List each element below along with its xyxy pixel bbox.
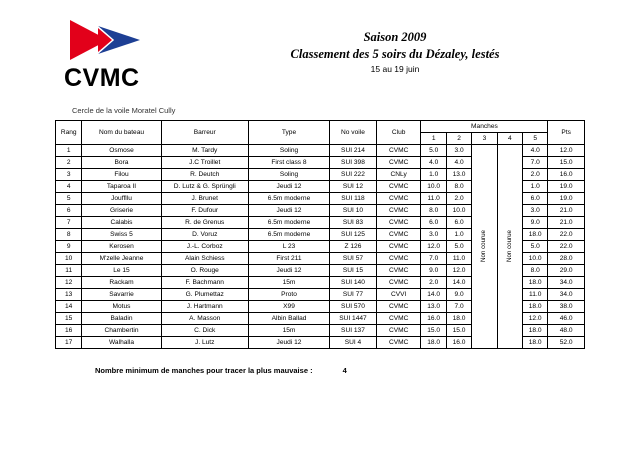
cell-voile: SUI 137	[330, 325, 377, 337]
cell-club: CNLy	[376, 169, 421, 181]
cell-rang: 9	[56, 241, 82, 253]
cell-nom: Walhalla	[82, 337, 161, 349]
cell-nom: Rackam	[82, 277, 161, 289]
cell-type: Soling	[248, 169, 329, 181]
cell-manche-2: 1.0	[446, 229, 471, 241]
cell-manche-5: 7.0	[522, 157, 547, 169]
cell-pts: 22.0	[548, 229, 585, 241]
cell-barreur: J.-L. Corboz	[161, 241, 248, 253]
cell-voile: SUI 214	[330, 145, 377, 157]
cell-manche-5: 2.0	[522, 169, 547, 181]
table-row	[56, 145, 585, 157]
footnote	[95, 366, 347, 375]
cell-nom: Calabis	[82, 217, 161, 229]
cell-voile: SUI 140	[330, 277, 377, 289]
cell-barreur: F. Bachmann	[161, 277, 248, 289]
cell-manche-2: 7.0	[446, 301, 471, 313]
cell-voile: SUI 125	[330, 229, 377, 241]
cell-club: CVMC	[376, 205, 421, 217]
cell-manche-5: 10.0	[522, 253, 547, 265]
cell-type: Jeudi 12	[248, 205, 329, 217]
cell-pts: 46.0	[548, 313, 585, 325]
col-header-manche-4: 4	[497, 133, 522, 145]
cell-manche-5: 4.0	[522, 145, 547, 157]
cell-pts: 21.0	[548, 205, 585, 217]
cell-nom: Savarrie	[82, 289, 161, 301]
cell-manche-2: 16.0	[446, 337, 471, 349]
cell-manche-2: 13.0	[446, 169, 471, 181]
cell-barreur: O. Rouge	[161, 265, 248, 277]
cell-manche-4-non-courue: Non courue	[497, 145, 522, 349]
col-header-manche-5: 5	[522, 133, 547, 145]
cell-rang: 8	[56, 229, 82, 241]
col-header-manche-1: 1	[421, 133, 446, 145]
results-table	[55, 120, 585, 349]
col-header-rang: Rang	[56, 121, 82, 145]
cell-manche-5: 12.0	[522, 313, 547, 325]
cell-barreur: R. Deutch	[161, 169, 248, 181]
cell-pts: 19.0	[548, 181, 585, 193]
col-header-barreur: Barreur	[161, 121, 248, 145]
col-header-manche-3: 3	[472, 133, 497, 145]
cell-type: 6.5m moderne	[248, 193, 329, 205]
cell-pts: 12.0	[548, 145, 585, 157]
cell-manche-2: 6.0	[446, 217, 471, 229]
cell-voile: Z 126	[330, 241, 377, 253]
cell-pts: 16.0	[548, 169, 585, 181]
cell-type: 15m	[248, 277, 329, 289]
cell-barreur: M. Tardy	[161, 145, 248, 157]
cell-type: Jeudi 12	[248, 265, 329, 277]
cell-manche-1: 15.0	[421, 325, 446, 337]
cell-club: CVVI	[376, 289, 421, 301]
cell-club: CVMC	[376, 193, 421, 205]
cell-rang: 4	[56, 181, 82, 193]
title-dates: 15 au 19 juin	[370, 64, 420, 74]
cell-manche-1: 13.0	[421, 301, 446, 313]
cell-manche-1: 9.0	[421, 265, 446, 277]
cell-club: CVMC	[376, 325, 421, 337]
cell-type: 15m	[248, 325, 329, 337]
cell-nom: M'zelle Jeanne	[82, 253, 161, 265]
cell-nom: Jouffllu	[82, 193, 161, 205]
cell-pts: 38.0	[548, 301, 585, 313]
cell-rang: 10	[56, 253, 82, 265]
cell-rang: 2	[56, 157, 82, 169]
cell-type: Soling	[248, 145, 329, 157]
cell-type: Proto	[248, 289, 329, 301]
cell-voile: SUI 77	[330, 289, 377, 301]
cell-manche-5: 8.0	[522, 265, 547, 277]
cell-rang: 13	[56, 289, 82, 301]
cell-club: CVMC	[376, 265, 421, 277]
cell-voile: SUI 570	[330, 301, 377, 313]
title-classement: Classement des 5 soirs du Dézaley, lestés	[290, 47, 500, 61]
cell-club: CVMC	[376, 253, 421, 265]
cell-voile: SUI 118	[330, 193, 377, 205]
cell-pts: 19.0	[548, 193, 585, 205]
cell-rang: 17	[56, 337, 82, 349]
document-title-block	[230, 30, 560, 74]
cell-barreur: J. Lutz	[161, 337, 248, 349]
cell-manche-1: 5.0	[421, 145, 446, 157]
club-abbreviation: CVMC	[64, 64, 140, 92]
cell-manche-1: 10.0	[421, 181, 446, 193]
cell-nom: Swiss 5	[82, 229, 161, 241]
cell-manche-2: 2.0	[446, 193, 471, 205]
cell-manche-5: 1.0	[522, 181, 547, 193]
cell-pts: 34.0	[548, 277, 585, 289]
cell-manche-5: 5.0	[522, 241, 547, 253]
cvmc-burgee-icon	[68, 18, 142, 62]
cell-voile: SUI 398	[330, 157, 377, 169]
cell-barreur: D. Lutz & G. Sprüngli	[161, 181, 248, 193]
cell-voile: SUI 1447	[330, 313, 377, 325]
cell-manche-2: 9.0	[446, 289, 471, 301]
col-header-manches: Manches	[421, 121, 548, 133]
cell-rang: 3	[56, 169, 82, 181]
cell-manche-5: 18.0	[522, 337, 547, 349]
cell-rang: 11	[56, 265, 82, 277]
cell-rang: 6	[56, 205, 82, 217]
cell-type: 6.5m moderne	[248, 229, 329, 241]
cell-manche-5: 6.0	[522, 193, 547, 205]
cell-club: CVMC	[376, 217, 421, 229]
cell-manche-1: 7.0	[421, 253, 446, 265]
cell-rang: 12	[56, 277, 82, 289]
cell-rang: 14	[56, 301, 82, 313]
cell-rang: 1	[56, 145, 82, 157]
cell-voile: SUI 4	[330, 337, 377, 349]
cell-manche-2: 14.0	[446, 277, 471, 289]
cell-nom: Griserie	[82, 205, 161, 217]
col-header-type: Type	[248, 121, 329, 145]
cell-type: 6.5m moderne	[248, 217, 329, 229]
cell-pts: 22.0	[548, 241, 585, 253]
cell-pts: 52.0	[548, 337, 585, 349]
table-header-row-1	[56, 121, 585, 133]
cell-manche-1: 11.0	[421, 193, 446, 205]
cell-type: L 23	[248, 241, 329, 253]
cell-manche-1: 1.0	[421, 169, 446, 181]
cell-barreur: J. Brunet	[161, 193, 248, 205]
cell-club: CVMC	[376, 145, 421, 157]
title-season: Saison 2009	[363, 30, 427, 44]
cell-type: Jeudi 12	[248, 181, 329, 193]
cell-club: CVMC	[376, 277, 421, 289]
cell-barreur: R. de Grenus	[161, 217, 248, 229]
cell-manche-1: 12.0	[421, 241, 446, 253]
cell-pts: 28.0	[548, 253, 585, 265]
cell-manche-3-non-courue: Non courue	[472, 145, 497, 349]
cell-type: First class 8	[248, 157, 329, 169]
cell-type: Jeudi 12	[248, 337, 329, 349]
cell-manche-2: 5.0	[446, 241, 471, 253]
cell-barreur: D. Voruz	[161, 229, 248, 241]
cell-manche-5: 11.0	[522, 289, 547, 301]
cell-nom: Chambertin	[82, 325, 161, 337]
col-header-nom: Nom du bateau	[82, 121, 161, 145]
club-logo-block	[62, 18, 182, 93]
cell-voile: SUI 57	[330, 253, 377, 265]
cell-nom: Baladin	[82, 313, 161, 325]
cell-nom: Le 15	[82, 265, 161, 277]
cell-manche-1: 14.0	[421, 289, 446, 301]
cell-club: CVMC	[376, 301, 421, 313]
cell-manche-5: 18.0	[522, 277, 547, 289]
cell-manche-1: 8.0	[421, 205, 446, 217]
cell-club: CVMC	[376, 313, 421, 325]
cell-voile: SUI 10	[330, 205, 377, 217]
club-full-name: Cercle de la voile Moratel Cully	[72, 106, 176, 115]
cell-nom: Bora	[82, 157, 161, 169]
cell-pts: 21.0	[548, 217, 585, 229]
footnote-label: Nombre minimum de manches pour tracer la plus mauvaise :	[95, 366, 313, 375]
cell-barreur: F. Dufour	[161, 205, 248, 217]
cell-barreur: G. Plumettaz	[161, 289, 248, 301]
cell-barreur: C. Dick	[161, 325, 248, 337]
cell-manche-2: 15.0	[446, 325, 471, 337]
cell-type: Albin Ballad	[248, 313, 329, 325]
results-table-wrapper	[55, 120, 585, 349]
cell-club: CVMC	[376, 337, 421, 349]
cell-voile: SUI 15	[330, 265, 377, 277]
cell-manche-5: 18.0	[522, 301, 547, 313]
cell-nom: Osmose	[82, 145, 161, 157]
cell-nom: Taparoa II	[82, 181, 161, 193]
cell-manche-2: 3.0	[446, 145, 471, 157]
col-header-pts: Pts	[548, 121, 585, 145]
cell-club: CVMC	[376, 181, 421, 193]
cell-manche-1: 6.0	[421, 217, 446, 229]
cell-manche-5: 3.0	[522, 205, 547, 217]
cell-manche-2: 11.0	[446, 253, 471, 265]
cell-manche-2: 10.0	[446, 205, 471, 217]
cell-nom: Filou	[82, 169, 161, 181]
cell-manche-5: 18.0	[522, 229, 547, 241]
cell-pts: 48.0	[548, 325, 585, 337]
cell-type: X99	[248, 301, 329, 313]
cell-voile: SUI 222	[330, 169, 377, 181]
cell-rang: 5	[56, 193, 82, 205]
cell-barreur: J. Hartmann	[161, 301, 248, 313]
cell-manche-2: 12.0	[446, 265, 471, 277]
cell-pts: 15.0	[548, 157, 585, 169]
col-header-club: Club	[376, 121, 421, 145]
footnote-value: 4	[342, 366, 347, 375]
cell-rang: 7	[56, 217, 82, 229]
cell-type: First 211	[248, 253, 329, 265]
cell-manche-1: 4.0	[421, 157, 446, 169]
cell-manche-1: 16.0	[421, 313, 446, 325]
cell-barreur: Alain Schiess	[161, 253, 248, 265]
cell-manche-2: 8.0	[446, 181, 471, 193]
cell-voile: SUI 12	[330, 181, 377, 193]
cell-pts: 29.0	[548, 265, 585, 277]
cell-nom: Motus	[82, 301, 161, 313]
cell-barreur: J.C Troillet	[161, 157, 248, 169]
cell-manche-1: 2.0	[421, 277, 446, 289]
col-header-manche-2: 2	[446, 133, 471, 145]
cell-manche-5: 18.0	[522, 325, 547, 337]
cell-voile: SUI 83	[330, 217, 377, 229]
cell-club: CVMC	[376, 229, 421, 241]
cell-manche-2: 18.0	[446, 313, 471, 325]
col-header-voile: No voile	[330, 121, 377, 145]
cell-manche-2: 4.0	[446, 157, 471, 169]
cell-manche-5: 9.0	[522, 217, 547, 229]
cell-nom: Kerosen	[82, 241, 161, 253]
cell-manche-1: 3.0	[421, 229, 446, 241]
cell-club: CVMC	[376, 157, 421, 169]
cell-club: CVMC	[376, 241, 421, 253]
cell-barreur: A. Masson	[161, 313, 248, 325]
cell-pts: 34.0	[548, 289, 585, 301]
cell-rang: 15	[56, 313, 82, 325]
cell-rang: 16	[56, 325, 82, 337]
cell-manche-1: 18.0	[421, 337, 446, 349]
